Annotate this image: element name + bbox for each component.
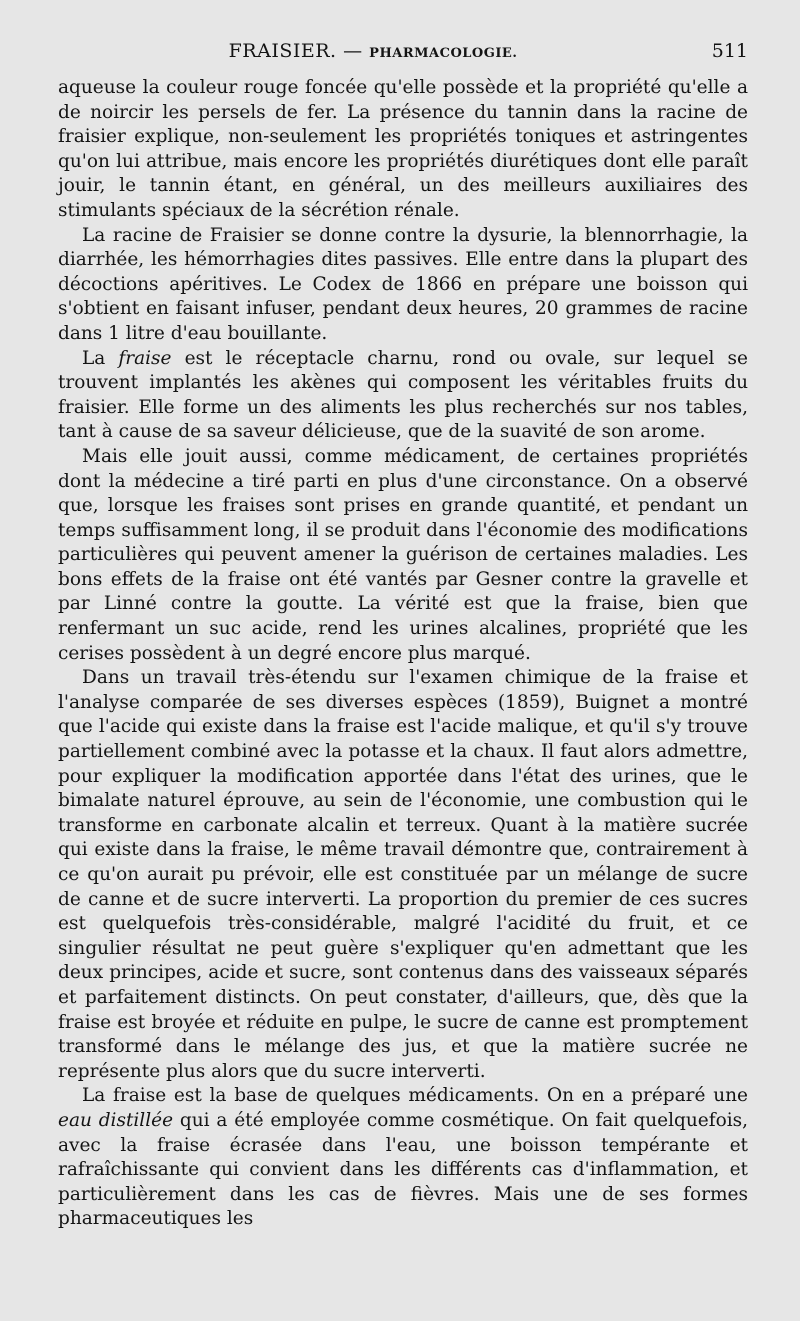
header-dash: —	[336, 40, 370, 62]
term-eau-distillee: eau distillée	[58, 1109, 174, 1131]
paragraph-3-lead: La	[82, 347, 119, 369]
body-text	[58, 76, 748, 1232]
paragraph-3-rest: est le réceptacle charnu, rond ou ovale, sur lequel se trouvent implantés les akènes qui composent les véritables fruits du fraisier. Elle forme un des aliments les plus recherchés sur nos tables, tant à cause de sa saveur délicieuse, que de la suavité de son arome.	[58, 347, 748, 443]
header-section: PHARMACOLOGIE.	[369, 46, 518, 61]
header-title: FRAISIER.	[228, 40, 337, 62]
paragraph-5: Dans un travail très-étendu sur l'examen chimique de la fraise et l'analyse comparée de ses diverses espèces (1859), Buignet a montré que l'acide qui existe dans la fraise est l'acide malique, et qu'il s'y trouve partiellement combiné avec la potasse et la chaux. Il faut alors admettre, pour expliquer la modification apportée dans l'état des urines, que le bimalate naturel éprouve, au sein de l'économie, une combustion qui le transforme en carbonate alcalin et terreux. Quant à la matière sucrée qui existe dans la fraise, le même travail démontre que, contrairement à ce qu'on aurait pu prévoir, elle est constituée par un mélange de sucre de canne et de sucre interverti. La proportion du premier de ces sucres est quelquefois très-considérable, malgré l'acidité du fruit, et ce singulier résultat ne peut guère s'expliquer qu'en admettant que les deux principes, acide et sucre, sont contenus dans des vaisseaux séparés et parfaitement distincts. On peut constater, d'ailleurs, que, dès que la fraise est broyée et réduite en pulpe, le sucre de canne est promptement transformé dans le mélange des jus, et que la matière sucrée ne représente plus alors que du sucre interverti.	[58, 667, 748, 1082]
running-title	[58, 40, 688, 62]
paragraph-2: La racine de Fraisier se donne contre la dysurie, la blennorrhagie, la diarrhée, les hémorrhagies dites passives. Elle entre dans la plupart des décoctions apéritives. Le Codex de 1866 en prépare une boisson qui s'obtient en faisant infuser, pendant deux heures, 20 grammes de racine dans 1 litre d'eau bouillante.	[58, 224, 748, 344]
paragraph-3	[58, 347, 748, 445]
running-head	[58, 40, 748, 72]
paragraph-1: aqueuse la couleur rouge foncée qu'elle possède et la propriété qu'elle a de noircir les persels de fer. La présence du tannin dans la racine de fraisier explique, non-seulement les propriétés toniques et astringentes qu'on lui attribue, mais encore les propriétés diurétiques dont elle paraît jouir, le tannin étant, en général, un des meilleurs auxiliaires des stimulants spéciaux de la sécrétion rénale.	[58, 77, 748, 221]
page-number: 511	[711, 40, 748, 62]
paragraph-4: Mais elle jouit aussi, comme médicament, de certaines propriétés dont la médecine a tiré parti en plus d'une circonstance. On a observé que, lorsque les fraises sont prises en grande quantité, et pendant un temps suffisamment long, il se produit dans l'économie des modifications particulières qui peuvent amener la guérison de certaines maladies. Les bons effets de la fraise ont été vantés par Gesner contre la gravelle et par Linné contre la goutte. La vérité est que la fraise, bien que renfermant un suc acide, rend les urines alcalines, propriété que les cerises possèdent à un degré encore plus marqué.	[58, 445, 748, 664]
paragraph-6-lead: La fraise est la base de quelques médicaments. On en a préparé une	[82, 1085, 748, 1107]
paragraph-6	[58, 1084, 748, 1232]
paragraph-6-rest: qui a été employée comme cosmétique. On fait quelquefois, avec la fraise écrasée dans l'eau, une boisson tempérante et rafraîchissante qui convient dans les différents cas d'inflammation, et particulièrement dans les cas de fièvres. Mais une de ses formes pharmaceutiques les	[58, 1109, 749, 1230]
term-fraise: fraise	[118, 347, 172, 369]
